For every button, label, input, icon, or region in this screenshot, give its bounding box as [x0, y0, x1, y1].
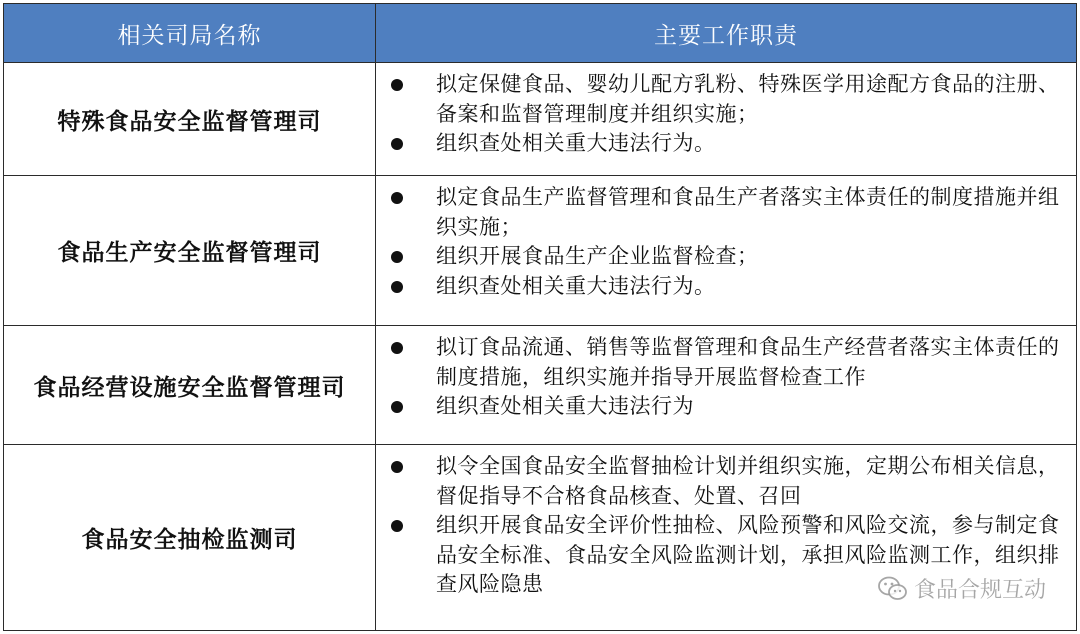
duty-text: 组织查处相关重大违法行为。 [436, 273, 716, 298]
bullet-icon [391, 79, 403, 91]
watermark [878, 573, 1046, 604]
duty-text: 组织开展食品生产企业监督检查； [436, 244, 759, 268]
watermark-text: 食品合规互动 [913, 578, 1046, 603]
duty-item [376, 392, 1068, 422]
duty-text: 组织查处相关重大违法行为 [436, 394, 694, 418]
table-row [4, 63, 1077, 176]
duty-table [3, 3, 1077, 631]
duty-text: 拟定食品生产监督管理和食品生产者落实主体责任的制度措施并组织实施； [436, 185, 1060, 239]
header-row [4, 4, 1077, 63]
duty-item [376, 70, 1068, 129]
duty-item [376, 452, 1068, 511]
duties-cell [376, 63, 1077, 176]
department-name: 食品经营设施安全监督管理司 [4, 326, 376, 445]
table-row [4, 326, 1077, 445]
bullet-icon [391, 281, 403, 293]
duty-item [376, 333, 1068, 392]
duty-list [376, 333, 1068, 422]
duties-cell [376, 326, 1077, 445]
duty-item [376, 272, 1068, 302]
department-name: 特殊食品安全监督管理司 [4, 63, 376, 176]
header-duties: 主要工作职责 [376, 4, 1077, 63]
duty-item [376, 242, 1068, 272]
duty-list [376, 70, 1068, 159]
duty-text: 组织开展食品安全评价性抽检、风险预警和风险交流，参与制定食品安全标准、食品安全风险监测计划，承担风险监测工作，组织排查风险隐患 [436, 513, 1060, 596]
bullet-icon [391, 342, 403, 354]
bullet-icon [391, 251, 403, 263]
bullet-icon [391, 138, 403, 150]
duty-item [376, 183, 1068, 242]
department-name: 食品安全抽检监测司 [4, 445, 376, 631]
duties-cell [376, 176, 1077, 326]
duty-text: 拟令全国食品安全监督抽检计划并组织实施，定期公布相关信息，督促指导不合格食品核查、处置、召回 [436, 454, 1060, 508]
bullet-icon [391, 401, 403, 413]
department-name: 食品生产安全监督管理司 [4, 176, 376, 326]
wechat-icon [878, 576, 908, 602]
table-row [4, 176, 1077, 326]
bullet-icon [391, 461, 403, 473]
bullet-icon [391, 192, 403, 204]
duty-text: 组织查处相关重大违法行为。 [436, 131, 716, 155]
duty-text: 拟订食品流通、销售等监督管理和食品生产经营者落实主体责任的制度措施，组织实施并指导开展监督检查工作 [436, 335, 1060, 389]
bullet-icon [391, 520, 403, 532]
duty-text: 拟定保健食品、婴幼儿配方乳粉、特殊医学用途配方食品的注册、备案和监督管理制度并组织实施； [436, 72, 1060, 126]
header-department: 相关司局名称 [4, 4, 376, 63]
duty-item [376, 129, 1068, 159]
duty-list [376, 183, 1068, 301]
